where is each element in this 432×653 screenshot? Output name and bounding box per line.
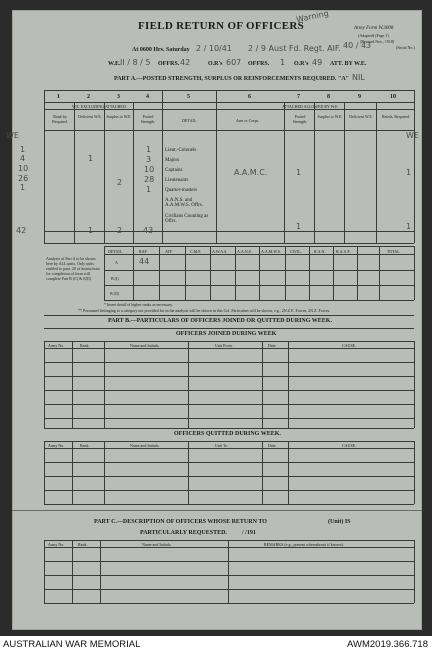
- rule: [414, 441, 415, 504]
- army-form-number: Army Form W.3008: [354, 26, 394, 31]
- revised-note: (Revised Nov., 1918): [360, 39, 395, 44]
- rule: [44, 90, 45, 243]
- rule: [44, 315, 414, 316]
- quitted-col: Army No.: [48, 443, 65, 448]
- quitted-title: OFFICERS QUITTED DURING WEEK.: [174, 431, 281, 437]
- rule: [44, 476, 414, 477]
- total-posted: 43: [143, 226, 154, 235]
- rule: [44, 102, 414, 103]
- rule: [414, 540, 415, 603]
- analysis-header: DETAIL: [108, 249, 123, 254]
- rule: [188, 441, 189, 504]
- col-header: Rank by Required.: [52, 114, 68, 124]
- part-c-col: Rank.: [78, 542, 88, 547]
- col-header: Reinfs. Required.: [381, 114, 411, 119]
- rule: [414, 246, 415, 300]
- form-sheet: [6, 8, 422, 630]
- detail-item: Quarter-masters: [165, 188, 198, 193]
- rule: [74, 102, 75, 243]
- rule: [44, 348, 414, 349]
- rule: [284, 102, 285, 243]
- rule: [44, 448, 414, 449]
- detail-item: A.A.N.S. and A.A.M.W.S. Offrs.: [165, 198, 203, 208]
- col-number: 2: [87, 94, 90, 100]
- rule: [72, 441, 73, 504]
- col-header: Arm or Corps.: [236, 118, 260, 123]
- footer-bar: [0, 636, 432, 653]
- posted-value: 1: [146, 185, 152, 194]
- rule: [44, 376, 414, 377]
- total-required: 42: [16, 226, 27, 235]
- form-title: FIELD RETURN OF OFFICERS: [138, 20, 305, 32]
- rule: [285, 246, 286, 300]
- rule: [159, 246, 160, 300]
- rule: [235, 246, 236, 300]
- joined-col: Army No.: [48, 343, 65, 348]
- rule: [262, 341, 263, 428]
- col-header: DETAIL.: [182, 118, 198, 123]
- rule: [162, 90, 163, 243]
- col-header: Deficient W.E.: [78, 114, 102, 119]
- dashed-rule: [12, 510, 422, 511]
- date-value: 2 / 10/41: [196, 44, 232, 53]
- posted-value: 3: [146, 155, 152, 164]
- rule: [188, 341, 189, 428]
- we-margin-note-right: WE: [406, 131, 419, 140]
- col-number: 6: [248, 94, 251, 100]
- joined-col: Unit From.: [215, 343, 233, 348]
- detail-item: Lieutenants: [165, 178, 189, 183]
- col-number: 8: [327, 94, 330, 100]
- rule: [44, 441, 45, 504]
- offrs-value: 42: [180, 58, 191, 67]
- rule: [357, 246, 358, 300]
- col-header: Deficient W.E.: [349, 114, 373, 119]
- analysis-note: Analysis of Part A to be shown here by ALL units. Only units entitled to para. 20 of instructions for completion of form will complete Part B (C) & E(II): [46, 256, 100, 281]
- rule: [72, 540, 73, 603]
- offrs2-label: OFFRS.: [248, 61, 270, 67]
- part-c-col: Name and Initials.: [142, 542, 172, 547]
- rule: [44, 390, 414, 391]
- or2-label: O.R's: [294, 61, 309, 67]
- rule: [288, 441, 289, 504]
- part-b-title: PART B.—PARTICULARS OF OFFICERS JOINED OR QUITTED DURING WEEK.: [108, 318, 332, 324]
- rule: [44, 462, 414, 463]
- col-header: Posted Strength.: [292, 114, 308, 124]
- total-deficient: 1: [88, 226, 94, 235]
- analysis-raf-value: 44: [139, 257, 150, 266]
- rule: [104, 246, 105, 300]
- offrs-label: OFFRS.: [158, 61, 180, 67]
- rule: [44, 404, 414, 405]
- col-number: 7: [297, 94, 300, 100]
- required-value: 1: [20, 183, 26, 192]
- rule: [133, 246, 134, 300]
- footnote: * Insert detail of higher ranks as necessary.: [104, 302, 173, 307]
- date-line-label: At 0600 Hrs. Saturday: [132, 47, 190, 53]
- or-label: O.R's: [208, 61, 223, 67]
- rule: [314, 102, 315, 243]
- analysis-header: TOTAL: [387, 249, 400, 254]
- analysis-row-label: B (I): [111, 276, 119, 281]
- handwritten-serial: 40 / 43: [343, 41, 372, 50]
- rule: [44, 341, 45, 428]
- joined-col: Name and Initials.: [130, 343, 160, 348]
- we-label: W.E.: [108, 61, 121, 67]
- col-header: Posted Strength.: [140, 114, 156, 124]
- att-reinf-value: 1: [406, 168, 412, 177]
- joined-col: Date.: [268, 343, 277, 348]
- rule: [44, 231, 414, 232]
- rule: [104, 102, 105, 243]
- rule: [44, 362, 414, 363]
- part-a-code: "A": [338, 76, 349, 82]
- detail-item: Captains: [165, 168, 183, 173]
- we-value: II / 8 / 5: [120, 58, 151, 67]
- analysis-header: RAF: [139, 249, 147, 254]
- col-number: 9: [358, 94, 361, 100]
- analysis-header: A.A.N.S.: [237, 249, 252, 254]
- analysis-header: CIVIL.: [290, 249, 302, 254]
- quitted-col: CAUSE.: [342, 443, 357, 448]
- rule: [414, 341, 415, 428]
- col-header: Surplus to W.E.: [317, 114, 343, 119]
- rule: [133, 102, 134, 243]
- part-a-status: NIL: [352, 73, 365, 82]
- analysis-row-label: A: [115, 260, 118, 265]
- posted-value: 28: [144, 175, 155, 184]
- rule: [333, 246, 334, 300]
- total-surplus: 2: [117, 226, 123, 235]
- analysis-header: R.A.N.: [314, 249, 326, 254]
- footnote: ** Personnel belonging to a category not provided for in the analysis will be shown in this Col. Particulars will be shown, e.g., 2N.Z.E. Forces, 2N.Z. Forces.: [78, 308, 331, 313]
- posted-value: 1: [146, 145, 152, 154]
- rule: [379, 246, 380, 300]
- rule: [259, 246, 260, 300]
- required-value: 4: [20, 154, 26, 163]
- surplus-value: 2: [117, 178, 123, 187]
- rule: [262, 441, 263, 504]
- we-margin-note: WE: [6, 131, 19, 140]
- detail-item: Civilians Counting as Offrs.: [165, 214, 209, 224]
- rule: [44, 428, 414, 429]
- rule: [44, 504, 414, 505]
- joined-title: OFFICERS JOINED DURING WEEK: [176, 331, 277, 337]
- rule: [44, 441, 414, 442]
- required-value: 10: [18, 164, 29, 173]
- rule: [44, 243, 414, 244]
- analysis-header: ATF: [165, 249, 173, 254]
- arm-value: A.A.M.C.: [234, 168, 268, 177]
- total-att-reinf: 1: [406, 222, 412, 231]
- offrs2-value: 1: [280, 58, 286, 67]
- rule: [288, 341, 289, 428]
- col-number: 3: [117, 94, 120, 100]
- rule: [185, 246, 186, 300]
- analysis-row-label: B (II): [110, 291, 119, 296]
- att-label: ATT. BY W.E.: [330, 61, 367, 67]
- rule: [216, 90, 217, 243]
- rule: [228, 540, 229, 603]
- or2-value: 49: [312, 58, 323, 67]
- rule: [44, 130, 414, 131]
- col-number: 5: [187, 94, 190, 100]
- rule: [414, 90, 415, 243]
- footer-credit: AUSTRALIAN WAR MEMORIAL: [3, 639, 141, 650]
- attached-header: ATTACHED ALLOWED BY W.E.: [282, 104, 339, 109]
- rule: [44, 490, 414, 491]
- part-c-particularly: PARTICULARLY REQUESTED.: [140, 530, 227, 536]
- or-value: 607: [226, 58, 242, 67]
- rule: [210, 246, 211, 300]
- detail-item: Lieut.-Colonels: [165, 148, 197, 153]
- col-number: 1: [57, 94, 60, 100]
- rule: [44, 109, 414, 110]
- rule: [376, 102, 377, 243]
- part-a-title: PART A.—POSTED STRENGTH, SURPLUS OR REINFORCEMENTS REQUIRED.: [114, 76, 337, 82]
- required-value: 26: [18, 174, 29, 183]
- rule: [104, 441, 105, 504]
- rule: [44, 418, 414, 419]
- quitted-col: Rank.: [80, 443, 90, 448]
- col-header: Surplus to W.E.: [106, 114, 132, 119]
- analysis-header: A.A.M.W.S.: [261, 249, 281, 254]
- required-value: 1: [20, 145, 26, 154]
- part-c-date: / /191: [242, 530, 256, 536]
- handwritten-warning: Warning: [295, 8, 330, 25]
- adapted-note: (Adapted) (Page 1): [358, 33, 389, 38]
- total-att: 1: [296, 222, 302, 231]
- rule: [44, 341, 414, 342]
- joined-col: Rank.: [80, 343, 90, 348]
- col-number: 4: [146, 94, 149, 100]
- rule: [104, 300, 414, 301]
- analysis-header: A.W.A.S.: [212, 249, 228, 254]
- posted-value: 10: [144, 165, 155, 174]
- rule: [44, 603, 414, 604]
- att-posted-value: 1: [296, 168, 302, 177]
- rule: [104, 341, 105, 428]
- quitted-col: Name and Initials.: [130, 443, 160, 448]
- footer-accession: AWM2019.366.718: [347, 639, 428, 650]
- rule: [44, 540, 45, 603]
- analysis-header: C.M.F.: [190, 249, 202, 254]
- detail-item: Majors: [165, 158, 180, 163]
- quitted-col: Unit To.: [215, 443, 229, 448]
- part-c-col: Army No.: [48, 542, 65, 547]
- quitted-col: Date.: [268, 443, 277, 448]
- rule: [44, 90, 414, 91]
- part-c-col: REMARKS (e.g., present whereabouts if known).: [264, 542, 344, 547]
- rule: [72, 341, 73, 428]
- part-c-title: PART C.—DESCRIPTION OF OFFICERS WHOSE RETURN TO: [94, 519, 267, 525]
- we-excluding-header: W.E. EXCLUDING ATTACHED.: [72, 104, 127, 109]
- joined-col: CAUSE.: [342, 343, 357, 348]
- rule: [309, 246, 310, 300]
- rule: [344, 102, 345, 243]
- serial-no-label: (Serial No.): [396, 45, 415, 50]
- rule: [100, 540, 101, 603]
- rule: [44, 328, 414, 329]
- analysis-header: R.A.A.F.: [336, 249, 351, 254]
- deficient-value: 1: [88, 154, 94, 163]
- unit-value: 2 / 9 Aust Fd. Regt. AIF.: [248, 44, 341, 53]
- part-c-unit: (Unit) IS: [328, 519, 351, 525]
- col-number: 10: [390, 94, 396, 100]
